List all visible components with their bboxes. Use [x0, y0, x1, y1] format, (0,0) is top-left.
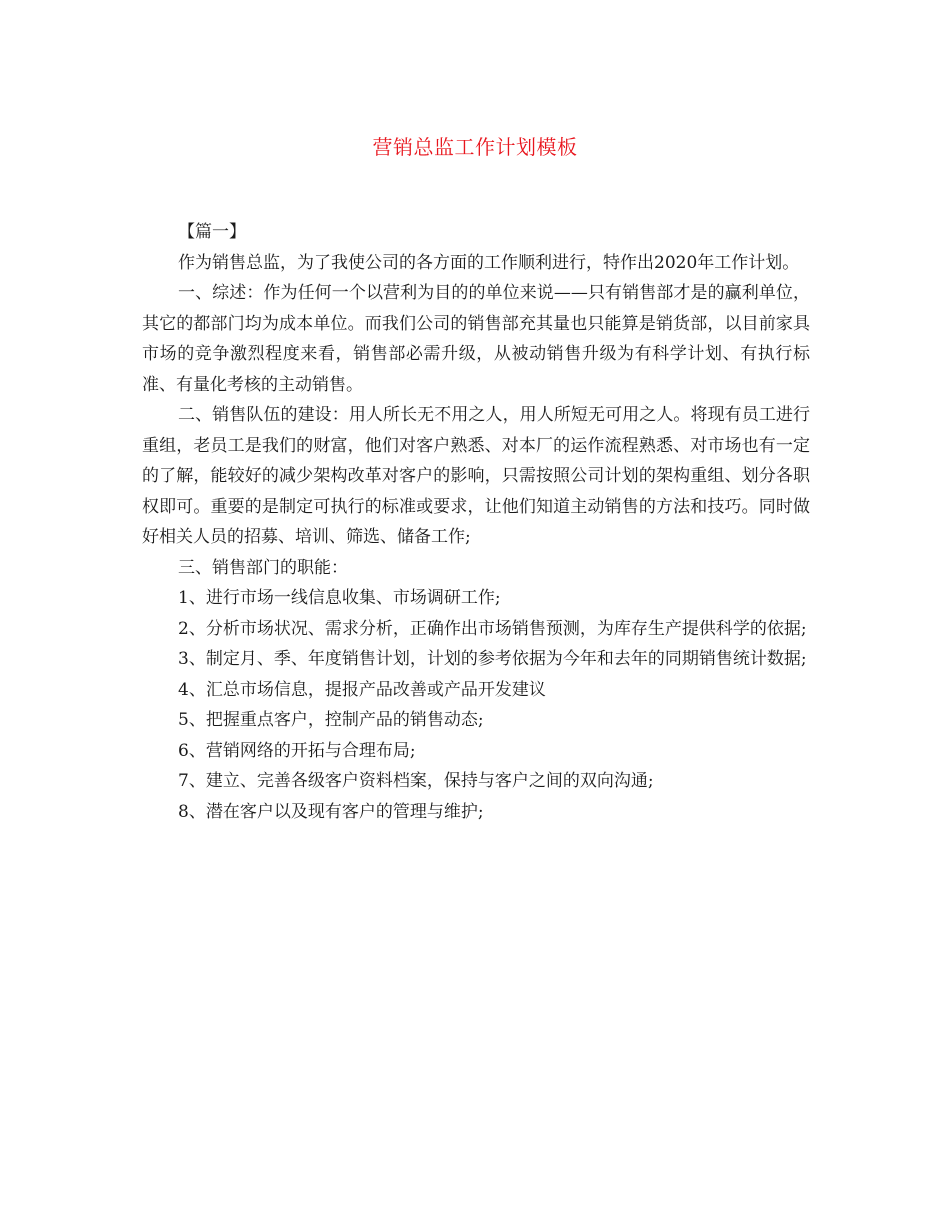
document-title: 营销总监工作计划模板 [372, 135, 578, 159]
department-functions-heading: 三、销售部门的职能： [178, 557, 348, 578]
overview-paragraph: 一、综述：作为任何一个以营利为目的的单位来说——只有销售部才是的赢利单位，其它的都部门均为成本单位。而我们公司的销售部充其量也只能算是销货部，以目前家具市场的竞争激烈程度来看，销售部必需升级，从被动销售升级为有科学计划、有执行标准、有量化考核的主动销售。 [142, 283, 810, 395]
function-item-1: 1、进行市场一线信息收集、市场调研工作; [178, 588, 501, 608]
function-item-6: 6、营销网络的开拓与合理布局; [178, 740, 416, 761]
function-item-7: 7、建立、完善各级客户资料档案，保持与客户之间的双向沟通; [178, 771, 654, 791]
intro-paragraph: 作为销售总监，为了我使公司的各方面的工作顺利进行，特作出2020年工作计划。 [178, 252, 800, 273]
function-item-3: 3、制定月、季、年度销售计划，计划的参考依据为今年和去年的同期销售统计数据; [178, 649, 807, 669]
function-item-8: 8、潜在客户以及现有客户的管理与维护; [178, 801, 484, 822]
section-heading: 【篇一】 [178, 222, 246, 242]
function-item-2: 2、分析市场状况、需求分析，正确作出市场销售预测，为库存生产提供科学的依据; [178, 618, 807, 639]
function-item-5: 5、把握重点客户，控制产品的销售动态; [178, 710, 484, 730]
team-building-paragraph: 二、销售队伍的建设：用人所长无不用之人，用人所短无可用之人。将现有员工进行重组，老员工是我们的财富，他们对客户熟悉、对本厂的运作流程熟悉、对市场也有一定的了解，能较好的减少架构改革对客户的影响，只需按照公司计划的架构重组、划分各职权即可。重要的是制定可执行的标准或要求，让他们知道主动销售的方法和技巧。同时做好相关人员的招募、培训、筛选、储备工作; [142, 405, 810, 547]
function-item-4: 4、汇总市场信息，提报产品改善或产品开发建议 [178, 679, 546, 700]
document-body [142, 217, 810, 827]
